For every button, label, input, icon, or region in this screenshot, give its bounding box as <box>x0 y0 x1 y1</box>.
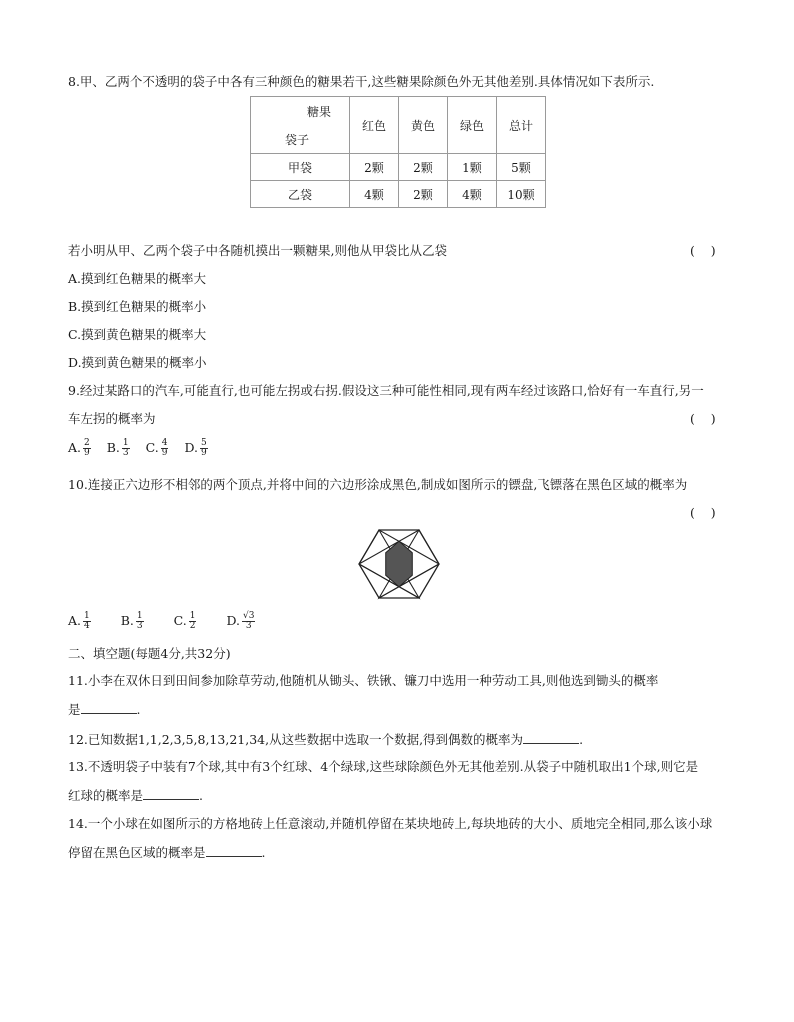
answer-paren: ( ) <box>690 505 716 520</box>
q11-stem-line1: 11.小李在双休日到田间参加除草劳动,他随机从锄头、铁锹、镰刀中选用一种劳动工具,则他选到锄头的概率 <box>68 673 659 688</box>
q8-option-c: C.摸到黄色糖果的概率大 <box>68 327 207 342</box>
table-row <box>251 154 546 181</box>
table-cell: 5颗 <box>497 154 546 181</box>
section-title-fill-blank: 二、填空题(每题4分,共32分) <box>68 646 231 661</box>
q9-stem-line1: 9.经过某路口的汽车,可能直行,也可能左拐或右拐.假设这三种可能性相同,现有两车经过该路口,恰好有一车直行,另一 <box>68 383 704 398</box>
q8-stem: 8.甲、乙两个不透明的袋子中各有三种颜色的糖果若干,这些糖果除颜色外无其他差别.具体情况如下表所示. <box>68 74 655 89</box>
answer-paren: ( ) <box>690 411 716 426</box>
q8-option-d: D.摸到黄色糖果的概率小 <box>68 355 207 370</box>
q10-option-d: D. $\frac{√3}{3}$ <box>226 611 255 631</box>
table-cell: 1颗 <box>448 154 497 181</box>
q10-option-a: A. $\frac{1}{4}$ <box>68 611 90 631</box>
q9-option-b: B. $\frac{1}{3}$ <box>106 438 129 458</box>
candy-table <box>250 96 546 208</box>
corner-bottom-label: 袋子 <box>285 133 310 147</box>
table-cell: 10颗 <box>497 181 546 208</box>
q8-option-a: A.摸到红色糖果的概率大 <box>68 271 207 286</box>
q9-option-c: C. $\frac{4}{9}$ <box>145 438 168 458</box>
q10-options <box>68 612 267 631</box>
q11-stem-line2: 是 . <box>68 702 141 717</box>
table-header: 总计 <box>497 97 546 154</box>
corner-top-label: 糖果 <box>307 105 332 119</box>
q14-stem-line1: 14.一个小球在如图所示的方格地砖上任意滚动,并随机停留在某块地砖上,每块地砖的大小、质地完全相同,那么该小球 <box>68 816 713 831</box>
table-cell: 2颗 <box>399 154 448 181</box>
answer-blank[interactable] <box>206 844 262 857</box>
answer-blank[interactable] <box>523 731 579 744</box>
table-header: 红色 <box>350 97 399 154</box>
row-label: 乙袋 <box>251 181 350 208</box>
q9-option-a: A. $\frac{2}{9}$ <box>68 438 90 458</box>
q10-stem: 10.连接正六边形不相邻的两个顶点,并将中间的六边形涂成黑色,制成如图所示的镖盘,飞镖落在黑色区域的概率为 <box>68 477 688 492</box>
q10-option-c: C. $\frac{1}{2}$ <box>173 611 196 631</box>
table-cell: 4颗 <box>448 181 497 208</box>
row-label: 甲袋 <box>251 154 350 181</box>
answer-blank[interactable] <box>143 787 199 800</box>
q13-stem-line1: 13.不透明袋子中装有7个球,其中有3个红球、4个绿球,这些球除颜色外无其他差别.从袋子中随机取出1个球,则它是 <box>68 759 699 774</box>
answer-blank[interactable] <box>81 701 137 714</box>
table-row <box>251 181 546 208</box>
hexagon-dartboard-figure <box>358 528 440 600</box>
q10-option-b: B. $\frac{1}{3}$ <box>120 611 143 631</box>
q9-stem-line2: 车左拐的概率为 <box>68 411 156 426</box>
table-header-row <box>251 97 546 154</box>
table-cell: 2颗 <box>399 181 448 208</box>
q12-stem: 12.已知数据1,1,2,3,5,8,13,21,34,从这些数据中选取一个数据,得到偶数的概率为 . <box>68 732 584 747</box>
q8-question: 若小明从甲、乙两个袋子中各随机摸出一颗糖果,则他从甲袋比从乙袋 <box>68 243 447 258</box>
q13-stem-line2: 红球的概率是 . <box>68 788 203 803</box>
answer-paren: ( ) <box>690 243 716 258</box>
table-cell: 2颗 <box>350 154 399 181</box>
q9-option-d: D. $\frac{5}{9}$ <box>184 438 207 458</box>
q14-stem-line2: 停留在黑色区域的概率是 . <box>68 845 266 860</box>
table-header: 绿色 <box>448 97 497 154</box>
table-corner-cell <box>251 97 350 154</box>
q8-option-b: B.摸到红色糖果的概率小 <box>68 299 207 314</box>
table-cell: 4颗 <box>350 181 399 208</box>
q9-options <box>68 439 220 458</box>
table-header: 黄色 <box>399 97 448 154</box>
